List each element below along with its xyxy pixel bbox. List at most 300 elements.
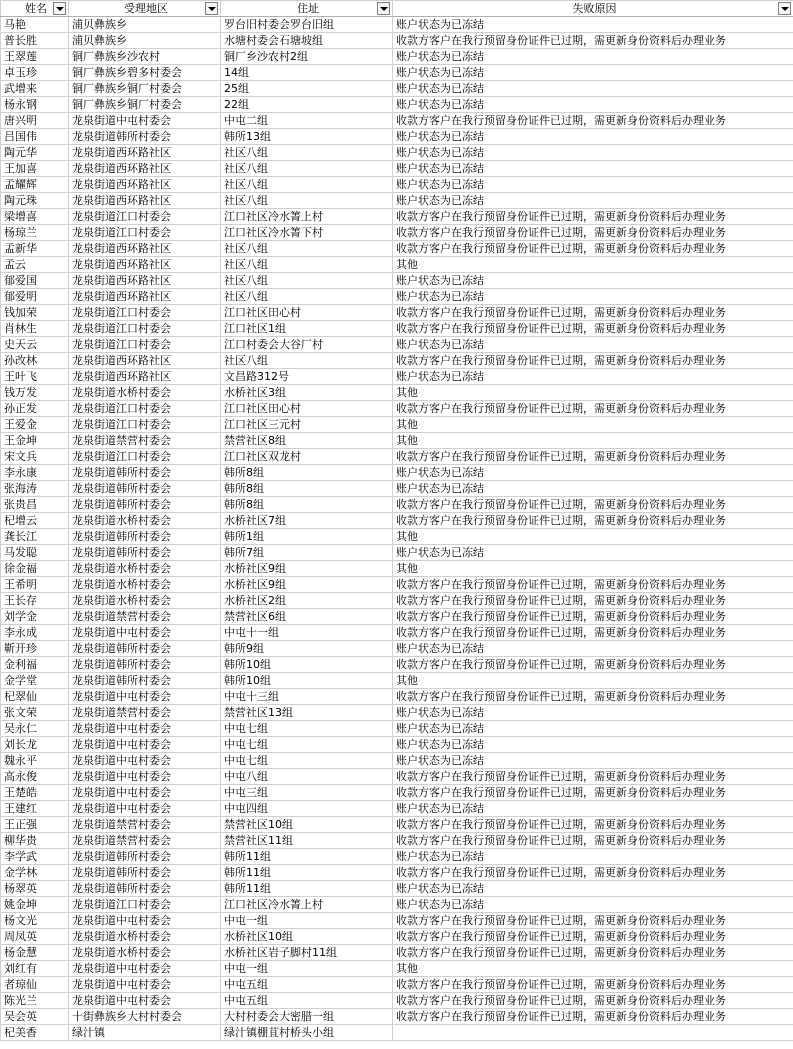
cell-address[interactable]: 韩所11组 — [221, 881, 393, 897]
cell-name[interactable]: 杨文光 — [1, 913, 69, 929]
cell-address[interactable]: 中屯七组 — [221, 721, 393, 737]
cell-name[interactable]: 张贵昌 — [1, 497, 69, 513]
cell-address[interactable]: 韩所8组 — [221, 481, 393, 497]
column-header-reason — [393, 1, 793, 17]
cell-reason[interactable]: 收款方客户在我行预留身份证件已过期，需更新身份资料后办理业务 — [393, 225, 793, 241]
cell-name[interactable]: 吴会英 — [1, 1009, 69, 1025]
cell-name[interactable]: 王爱金 — [1, 417, 69, 433]
cell-name[interactable]: 刘长龙 — [1, 737, 69, 753]
cell-address[interactable]: 中屯七组 — [221, 737, 393, 753]
table-row — [1, 449, 793, 465]
cell-address[interactable]: 社区八组 — [221, 289, 393, 305]
cell-region[interactable]: 龙泉街道西环路社区 — [69, 177, 221, 193]
table-row — [1, 177, 793, 193]
table-row — [1, 129, 793, 145]
cell-reason[interactable]: 收款方客户在我行预留身份证件已过期，需更新身份资料后办理业务 — [393, 865, 793, 881]
cell-region[interactable]: 龙泉街道韩所村委会 — [69, 881, 221, 897]
cell-address[interactable]: 韩所8组 — [221, 465, 393, 481]
cell-name[interactable]: 马艳 — [1, 17, 69, 33]
cell-name[interactable]: 史天云 — [1, 337, 69, 353]
cell-reason[interactable]: 收款方客户在我行预留身份证件已过期，需更新身份资料后办理业务 — [393, 513, 793, 529]
cell-region[interactable]: 龙泉街道禁营村委会 — [69, 705, 221, 721]
cell-region[interactable]: 龙泉街道中屯村委会 — [69, 993, 221, 1009]
cell-name[interactable]: 郁爱明 — [1, 289, 69, 305]
cell-region[interactable]: 龙泉街道西环路社区 — [69, 369, 221, 385]
cell-address[interactable]: 铜厂乡沙农村2组 — [221, 49, 393, 65]
table-row — [1, 1025, 793, 1041]
cell-reason[interactable]: 收款方客户在我行预留身份证件已过期，需更新身份资料后办理业务 — [393, 689, 793, 705]
cell-reason[interactable]: 账户状态为已冻结 — [393, 849, 793, 865]
cell-address[interactable]: 中屯二组 — [221, 113, 393, 129]
cell-name[interactable]: 王叶飞 — [1, 369, 69, 385]
cell-region[interactable]: 铜厂彝族乡铜厂村委会 — [69, 81, 221, 97]
cell-region[interactable]: 龙泉街道江口村委会 — [69, 321, 221, 337]
cell-name[interactable]: 魏永平 — [1, 753, 69, 769]
cell-region[interactable]: 龙泉街道韩所村委会 — [69, 545, 221, 561]
cell-reason[interactable]: 账户状态为已冻结 — [393, 17, 793, 33]
table-row — [1, 369, 793, 385]
cell-name[interactable]: 王长存 — [1, 593, 69, 609]
cell-address[interactable]: 社区八组 — [221, 193, 393, 209]
cell-reason[interactable]: 收款方客户在我行预留身份证件已过期，需更新身份资料后办理业务 — [393, 401, 793, 417]
cell-reason[interactable]: 收款方客户在我行预留身份证件已过期，需更新身份资料后办理业务 — [393, 833, 793, 849]
cell-address[interactable]: 社区八组 — [221, 353, 393, 369]
cell-address[interactable]: 韩所10组 — [221, 673, 393, 689]
cell-address[interactable]: 中屯一组 — [221, 913, 393, 929]
cell-address[interactable]: 水桥社区3组 — [221, 385, 393, 401]
cell-reason[interactable]: 账户状态为已冻结 — [393, 897, 793, 913]
cell-address[interactable]: 禁营社区11组 — [221, 833, 393, 849]
cell-address[interactable]: 韩所1组 — [221, 529, 393, 545]
cell-region[interactable]: 龙泉街道韩所村委会 — [69, 481, 221, 497]
cell-address[interactable]: 中屯七组 — [221, 753, 393, 769]
cell-reason[interactable]: 收款方客户在我行预留身份证件已过期，需更新身份资料后办理业务 — [393, 209, 793, 225]
cell-name[interactable]: 金学林 — [1, 865, 69, 881]
cell-region[interactable]: 龙泉街道禁营村委会 — [69, 433, 221, 449]
cell-reason[interactable]: 其他 — [393, 673, 793, 689]
cell-name[interactable]: 李永成 — [1, 625, 69, 641]
cell-region[interactable]: 龙泉街道水桥村委会 — [69, 945, 221, 961]
cell-region[interactable]: 龙泉街道禁营村委会 — [69, 817, 221, 833]
table-row — [1, 385, 793, 401]
cell-name[interactable]: 陈光兰 — [1, 993, 69, 1009]
cell-region[interactable]: 龙泉街道西环路社区 — [69, 273, 221, 289]
cell-region[interactable]: 龙泉街道西环路社区 — [69, 193, 221, 209]
cell-name[interactable]: 杞翠仙 — [1, 689, 69, 705]
cell-address[interactable]: 中屯四组 — [221, 801, 393, 817]
cell-reason[interactable]: 账户状态为已冻结 — [393, 465, 793, 481]
cell-reason[interactable]: 账户状态为已冻结 — [393, 337, 793, 353]
cell-region[interactable]: 龙泉街道江口村委会 — [69, 337, 221, 353]
cell-address[interactable]: 中屯五组 — [221, 993, 393, 1009]
cell-name[interactable]: 陶元华 — [1, 145, 69, 161]
cell-region[interactable]: 龙泉街道韩所村委会 — [69, 529, 221, 545]
cell-address[interactable]: 韩所13组 — [221, 129, 393, 145]
column-header-label: 姓名 — [25, 1, 47, 15]
cell-address[interactable]: 社区八组 — [221, 273, 393, 289]
cell-region[interactable]: 龙泉街道西环路社区 — [69, 289, 221, 305]
cell-reason[interactable]: 收款方客户在我行预留身份证件已过期，需更新身份资料后办理业务 — [393, 1009, 793, 1025]
cell-reason[interactable]: 其他 — [393, 561, 793, 577]
cell-name[interactable]: 孟云 — [1, 257, 69, 273]
table-row — [1, 49, 793, 65]
cell-reason[interactable]: 账户状态为已冻结 — [393, 97, 793, 113]
table-row — [1, 401, 793, 417]
table-row — [1, 737, 793, 753]
cell-address[interactable]: 江口社区双龙村 — [221, 449, 393, 465]
cell-region[interactable]: 龙泉街道韩所村委会 — [69, 465, 221, 481]
column-header-address — [221, 1, 393, 17]
cell-name[interactable]: 孟耀辉 — [1, 177, 69, 193]
cell-address[interactable]: 社区八组 — [221, 145, 393, 161]
cell-name[interactable]: 唐兴明 — [1, 113, 69, 129]
table-row — [1, 273, 793, 289]
cell-name[interactable]: 钱万发 — [1, 385, 69, 401]
cell-address[interactable]: 罗台旧村委会罗台旧组 — [221, 17, 393, 33]
cell-reason[interactable]: 账户状态为已冻结 — [393, 481, 793, 497]
cell-region[interactable]: 龙泉街道江口村委会 — [69, 417, 221, 433]
cell-name[interactable]: 孙改林 — [1, 353, 69, 369]
cell-reason[interactable] — [393, 1025, 793, 1041]
cell-reason[interactable]: 收款方客户在我行预留身份证件已过期，需更新身份资料后办理业务 — [393, 817, 793, 833]
cell-region[interactable]: 龙泉街道西环路社区 — [69, 241, 221, 257]
cell-reason[interactable]: 收款方客户在我行预留身份证件已过期，需更新身份资料后办理业务 — [393, 945, 793, 961]
cell-region[interactable]: 龙泉街道中屯村委会 — [69, 113, 221, 129]
table-row — [1, 145, 793, 161]
cell-reason[interactable]: 其他 — [393, 529, 793, 545]
cell-address[interactable]: 中屯八组 — [221, 769, 393, 785]
cell-name[interactable]: 王楚皓 — [1, 785, 69, 801]
cell-reason[interactable]: 收款方客户在我行预留身份证件已过期，需更新身份资料后办理业务 — [393, 913, 793, 929]
cell-region[interactable]: 龙泉街道禁营村委会 — [69, 833, 221, 849]
cell-region[interactable]: 龙泉街道江口村委会 — [69, 225, 221, 241]
cell-name[interactable]: 刘红有 — [1, 961, 69, 977]
cell-region[interactable]: 龙泉街道水桥村委会 — [69, 385, 221, 401]
cell-reason[interactable]: 账户状态为已冻结 — [393, 881, 793, 897]
cell-region[interactable]: 铜厂彝族乡铜厂村委会 — [69, 97, 221, 113]
cell-name[interactable]: 杨永钢 — [1, 97, 69, 113]
cell-address[interactable]: 水桥社区2组 — [221, 593, 393, 609]
cell-address[interactable]: 水桥社区9组 — [221, 577, 393, 593]
cell-name[interactable]: 王建红 — [1, 801, 69, 817]
cell-region[interactable]: 龙泉街道中屯村委会 — [69, 913, 221, 929]
cell-name[interactable]: 杞增云 — [1, 513, 69, 529]
cell-name[interactable]: 王金坤 — [1, 433, 69, 449]
cell-reason[interactable]: 账户状态为已冻结 — [393, 273, 793, 289]
cell-region[interactable]: 龙泉街道韩所村委会 — [69, 657, 221, 673]
cell-name[interactable]: 肖林生 — [1, 321, 69, 337]
table-row — [1, 513, 793, 529]
table-row — [1, 113, 793, 129]
cell-name[interactable]: 钱加荣 — [1, 305, 69, 321]
cell-region[interactable]: 龙泉街道韩所村委会 — [69, 849, 221, 865]
cell-name[interactable]: 李学武 — [1, 849, 69, 865]
cell-reason[interactable]: 其他 — [393, 385, 793, 401]
cell-address[interactable]: 社区八组 — [221, 257, 393, 273]
table-row — [1, 977, 793, 993]
cell-address[interactable]: 中屯十三组 — [221, 689, 393, 705]
column-header-label: 受理地区 — [124, 1, 168, 15]
cell-address[interactable]: 中屯十一组 — [221, 625, 393, 641]
cell-address[interactable]: 韩所11组 — [221, 865, 393, 881]
cell-address[interactable]: 韩所9组 — [221, 641, 393, 657]
cell-region[interactable]: 龙泉街道水桥村委会 — [69, 577, 221, 593]
cell-address[interactable]: 社区八组 — [221, 241, 393, 257]
cell-address[interactable]: 中屯三组 — [221, 785, 393, 801]
cell-name[interactable]: 王加喜 — [1, 161, 69, 177]
cell-region[interactable]: 龙泉街道中屯村委会 — [69, 721, 221, 737]
cell-name[interactable]: 孙正发 — [1, 401, 69, 417]
table-row — [1, 945, 793, 961]
cell-address[interactable]: 水桥社区7组 — [221, 513, 393, 529]
cell-name[interactable]: 龚长江 — [1, 529, 69, 545]
cell-reason[interactable]: 收款方客户在我行预留身份证件已过期，需更新身份资料后办理业务 — [393, 657, 793, 673]
cell-reason[interactable]: 收款方客户在我行预留身份证件已过期，需更新身份资料后办理业务 — [393, 497, 793, 513]
cell-reason[interactable]: 账户状态为已冻结 — [393, 753, 793, 769]
column-header-label: 住址 — [297, 1, 319, 15]
cell-address[interactable]: 江口社区冷水箐上村 — [221, 209, 393, 225]
cell-reason[interactable]: 账户状态为已冻结 — [393, 641, 793, 657]
column-header-region — [69, 1, 221, 17]
cell-reason[interactable]: 收款方客户在我行预留身份证件已过期，需更新身份资料后办理业务 — [393, 929, 793, 945]
cell-region[interactable]: 龙泉街道中屯村委会 — [69, 689, 221, 705]
cell-address[interactable]: 水桥社区9组 — [221, 561, 393, 577]
cell-reason[interactable]: 收款方客户在我行预留身份证件已过期，需更新身份资料后办理业务 — [393, 33, 793, 49]
cell-address[interactable]: 绿汁镇棚苴村桥头小组 — [221, 1025, 393, 1041]
cell-address[interactable]: 社区八组 — [221, 161, 393, 177]
cell-reason[interactable]: 其他 — [393, 433, 793, 449]
cell-address[interactable]: 韩所11组 — [221, 849, 393, 865]
cell-name[interactable]: 金利福 — [1, 657, 69, 673]
cell-reason[interactable]: 账户状态为已冻结 — [393, 65, 793, 81]
cell-address[interactable]: 文昌路312号 — [221, 369, 393, 385]
cell-name[interactable]: 张海涛 — [1, 481, 69, 497]
cell-reason[interactable]: 收款方客户在我行预留身份证件已过期，需更新身份资料后办理业务 — [393, 625, 793, 641]
cell-address[interactable]: 江口社区冷水箐上村 — [221, 897, 393, 913]
cell-reason[interactable]: 收款方客户在我行预留身份证件已过期，需更新身份资料后办理业务 — [393, 769, 793, 785]
cell-address[interactable]: 江口社区冷水箐下村 — [221, 225, 393, 241]
cell-address[interactable]: 中屯五组 — [221, 977, 393, 993]
cell-reason[interactable]: 其他 — [393, 257, 793, 273]
cell-address[interactable]: 江口社区田心村 — [221, 305, 393, 321]
cell-address[interactable]: 中屯一组 — [221, 961, 393, 977]
filter-dropdown-icon[interactable] — [377, 2, 390, 15]
cell-region[interactable]: 龙泉街道江口村委会 — [69, 897, 221, 913]
cell-reason[interactable]: 收款方客户在我行预留身份证件已过期，需更新身份资料后办理业务 — [393, 785, 793, 801]
cell-region[interactable]: 铜厂彝族乡碧多村委会 — [69, 65, 221, 81]
table-row — [1, 833, 793, 849]
cell-region[interactable]: 龙泉街道韩所村委会 — [69, 673, 221, 689]
cell-region[interactable]: 龙泉街道水桥村委会 — [69, 593, 221, 609]
cell-reason[interactable]: 收款方客户在我行预留身份证件已过期，需更新身份资料后办理业务 — [393, 113, 793, 129]
cell-address[interactable]: 禁营社区13组 — [221, 705, 393, 721]
cell-region[interactable]: 龙泉街道中屯村委会 — [69, 977, 221, 993]
cell-name[interactable]: 柳华贵 — [1, 833, 69, 849]
cell-reason[interactable]: 其他 — [393, 417, 793, 433]
cell-reason[interactable]: 收款方客户在我行预留身份证件已过期，需更新身份资料后办理业务 — [393, 353, 793, 369]
table-row — [1, 785, 793, 801]
cell-name[interactable]: 杨翠英 — [1, 881, 69, 897]
table-row — [1, 193, 793, 209]
cell-address[interactable]: 韩所10组 — [221, 657, 393, 673]
cell-reason[interactable]: 其他 — [393, 961, 793, 977]
cell-name[interactable]: 金学堂 — [1, 673, 69, 689]
cell-region[interactable]: 龙泉街道水桥村委会 — [69, 561, 221, 577]
cell-region[interactable]: 铜厂彝族乡沙农村 — [69, 49, 221, 65]
cell-reason[interactable]: 账户状态为已冻结 — [393, 737, 793, 753]
cell-address[interactable]: 社区八组 — [221, 177, 393, 193]
cell-region[interactable]: 浦贝彝族乡 — [69, 17, 221, 33]
cell-name[interactable]: 宋文兵 — [1, 449, 69, 465]
cell-name[interactable]: 普长胜 — [1, 33, 69, 49]
cell-reason[interactable]: 账户状态为已冻结 — [393, 801, 793, 817]
table-row — [1, 433, 793, 449]
cell-name[interactable]: 刘学金 — [1, 609, 69, 625]
cell-region[interactable]: 龙泉街道水桥村委会 — [69, 513, 221, 529]
cell-region[interactable]: 龙泉街道水桥村委会 — [69, 929, 221, 945]
cell-address[interactable]: 禁营社区6组 — [221, 609, 393, 625]
cell-address[interactable]: 14组 — [221, 65, 393, 81]
cell-reason[interactable]: 收款方客户在我行预留身份证件已过期，需更新身份资料后办理业务 — [393, 241, 793, 257]
cell-region[interactable]: 龙泉街道韩所村委会 — [69, 641, 221, 657]
cell-address[interactable]: 水塘村委会石塘坡组 — [221, 33, 393, 49]
cell-region[interactable]: 龙泉街道江口村委会 — [69, 305, 221, 321]
cell-name[interactable]: 杨金慧 — [1, 945, 69, 961]
column-header-label: 失败原因 — [572, 1, 617, 15]
cell-region[interactable]: 龙泉街道江口村委会 — [69, 449, 221, 465]
cell-region[interactable]: 龙泉街道禁营村委会 — [69, 609, 221, 625]
table-row — [1, 209, 793, 225]
cell-name[interactable]: 张文荣 — [1, 705, 69, 721]
table-row — [1, 545, 793, 561]
cell-address[interactable]: 水桥社区岩子脚村11组 — [221, 945, 393, 961]
cell-region[interactable]: 龙泉街道中屯村委会 — [69, 961, 221, 977]
cell-region[interactable]: 绿汁镇 — [69, 1025, 221, 1041]
cell-reason[interactable]: 收款方客户在我行预留身份证件已过期，需更新身份资料后办理业务 — [393, 593, 793, 609]
cell-address[interactable]: 韩所8组 — [221, 497, 393, 513]
cell-region[interactable]: 龙泉街道中屯村委会 — [69, 785, 221, 801]
cell-name[interactable]: 高永俊 — [1, 769, 69, 785]
cell-name[interactable]: 卓玉珍 — [1, 65, 69, 81]
cell-reason[interactable]: 收款方客户在我行预留身份证件已过期，需更新身份资料后办理业务 — [393, 321, 793, 337]
cell-name[interactable]: 徐金福 — [1, 561, 69, 577]
table-row — [1, 897, 793, 913]
filter-dropdown-icon[interactable] — [205, 2, 218, 15]
cell-address[interactable]: 禁营社区8组 — [221, 433, 393, 449]
cell-reason[interactable]: 收款方客户在我行预留身份证件已过期，需更新身份资料后办理业务 — [393, 577, 793, 593]
table-row — [1, 577, 793, 593]
cell-region[interactable]: 浦贝彝族乡 — [69, 33, 221, 49]
cell-name[interactable]: 杨琼兰 — [1, 225, 69, 241]
table-row — [1, 353, 793, 369]
cell-name[interactable]: 杞美香 — [1, 1025, 69, 1041]
cell-region[interactable]: 龙泉街道江口村委会 — [69, 209, 221, 225]
cell-region[interactable]: 龙泉街道西环路社区 — [69, 257, 221, 273]
cell-region[interactable]: 龙泉街道韩所村委会 — [69, 497, 221, 513]
cell-name[interactable]: 靳开珍 — [1, 641, 69, 657]
cell-name[interactable]: 王希明 — [1, 577, 69, 593]
table-row — [1, 929, 793, 945]
cell-name[interactable]: 李永康 — [1, 465, 69, 481]
table-body — [1, 17, 793, 1041]
cell-region[interactable]: 十街彝族乡大村村委会 — [69, 1009, 221, 1025]
cell-address[interactable]: 江口社区1组 — [221, 321, 393, 337]
table-row — [1, 1009, 793, 1025]
cell-address[interactable]: 水桥社区10组 — [221, 929, 393, 945]
cell-name[interactable]: 马发聪 — [1, 545, 69, 561]
cell-name[interactable]: 梁增喜 — [1, 209, 69, 225]
table-row — [1, 497, 793, 513]
cell-address[interactable]: 25组 — [221, 81, 393, 97]
cell-address[interactable]: 韩所7组 — [221, 545, 393, 561]
cell-reason[interactable]: 收款方客户在我行预留身份证件已过期，需更新身份资料后办理业务 — [393, 305, 793, 321]
table-row — [1, 161, 793, 177]
cell-address[interactable]: 江口村委会大谷厂村 — [221, 337, 393, 353]
cell-name[interactable]: 王正强 — [1, 817, 69, 833]
cell-reason[interactable]: 收款方客户在我行预留身份证件已过期，需更新身份资料后办理业务 — [393, 609, 793, 625]
cell-reason[interactable]: 账户状态为已冻结 — [393, 193, 793, 209]
cell-region[interactable]: 龙泉街道中屯村委会 — [69, 737, 221, 753]
cell-region[interactable]: 龙泉街道中屯村委会 — [69, 801, 221, 817]
cell-reason[interactable]: 账户状态为已冻结 — [393, 177, 793, 193]
filter-dropdown-icon[interactable] — [53, 2, 66, 15]
cell-name[interactable]: 武增来 — [1, 81, 69, 97]
cell-region[interactable]: 龙泉街道西环路社区 — [69, 161, 221, 177]
cell-reason[interactable]: 账户状态为已冻结 — [393, 289, 793, 305]
cell-region[interactable]: 龙泉街道西环路社区 — [69, 353, 221, 369]
cell-name[interactable]: 郁爱国 — [1, 273, 69, 289]
cell-address[interactable]: 禁营社区10组 — [221, 817, 393, 833]
cell-name[interactable]: 孟新华 — [1, 241, 69, 257]
cell-region[interactable]: 龙泉街道韩所村委会 — [69, 129, 221, 145]
table-row — [1, 337, 793, 353]
cell-region[interactable]: 龙泉街道中屯村委会 — [69, 753, 221, 769]
cell-reason[interactable]: 账户状态为已冻结 — [393, 49, 793, 65]
cell-name[interactable]: 王翠莲 — [1, 49, 69, 65]
table-row — [1, 689, 793, 705]
cell-name[interactable]: 者琼仙 — [1, 977, 69, 993]
cell-reason[interactable]: 账户状态为已冻结 — [393, 369, 793, 385]
cell-region[interactable]: 龙泉街道西环路社区 — [69, 145, 221, 161]
cell-reason[interactable]: 账户状态为已冻结 — [393, 129, 793, 145]
cell-region[interactable]: 龙泉街道韩所村委会 — [69, 865, 221, 881]
cell-reason[interactable]: 账户状态为已冻结 — [393, 81, 793, 97]
cell-address[interactable]: 江口社区田心村 — [221, 401, 393, 417]
cell-reason[interactable]: 账户状态为已冻结 — [393, 545, 793, 561]
cell-region[interactable]: 龙泉街道中屯村委会 — [69, 769, 221, 785]
cell-address[interactable]: 江口社区三元村 — [221, 417, 393, 433]
cell-reason[interactable]: 账户状态为已冻结 — [393, 721, 793, 737]
cell-reason[interactable]: 收款方客户在我行预留身份证件已过期，需更新身份资料后办理业务 — [393, 993, 793, 1009]
cell-reason[interactable]: 账户状态为已冻结 — [393, 145, 793, 161]
filter-dropdown-icon[interactable] — [778, 2, 791, 15]
cell-address[interactable]: 22组 — [221, 97, 393, 113]
cell-address[interactable]: 大村村委会大密腊一组 — [221, 1009, 393, 1025]
cell-reason[interactable]: 账户状态为已冻结 — [393, 161, 793, 177]
table-row — [1, 609, 793, 625]
cell-name[interactable]: 姚金坤 — [1, 897, 69, 913]
cell-name[interactable]: 吴永仁 — [1, 721, 69, 737]
cell-reason[interactable]: 收款方客户在我行预留身份证件已过期，需更新身份资料后办理业务 — [393, 977, 793, 993]
cell-reason[interactable]: 账户状态为已冻结 — [393, 705, 793, 721]
table-row — [1, 817, 793, 833]
cell-region[interactable]: 龙泉街道中屯村委会 — [69, 625, 221, 641]
cell-reason[interactable]: 收款方客户在我行预留身份证件已过期，需更新身份资料后办理业务 — [393, 449, 793, 465]
cell-name[interactable]: 周凤英 — [1, 929, 69, 945]
cell-name[interactable]: 陶元珠 — [1, 193, 69, 209]
cell-name[interactable]: 吕国伟 — [1, 129, 69, 145]
cell-region[interactable]: 龙泉街道江口村委会 — [69, 401, 221, 417]
